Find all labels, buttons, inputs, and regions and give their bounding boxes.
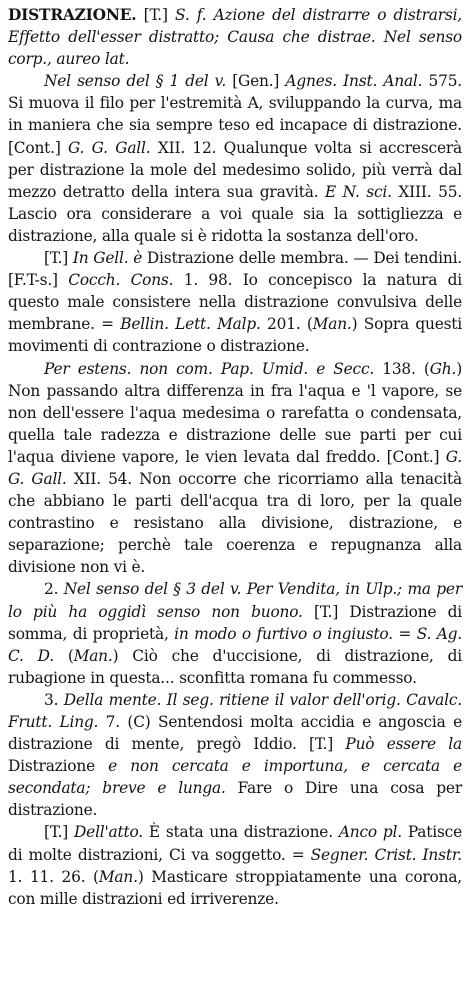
text-run: Gh.: [429, 359, 457, 378]
text-run: S. Ag. C. D.: [8, 624, 462, 665]
text-run: Fare o Dire una cosa per distrazione.: [8, 779, 462, 820]
text-run: Nel senso del § 1 del v.: [44, 72, 227, 91]
text-run: Man.: [98, 867, 138, 886]
entry-paragraph-estens: [8, 358, 462, 579]
text-run: E N. sci.: [325, 182, 392, 201]
text-run: G. G. Gall.: [8, 447, 462, 488]
text-run: 138. (: [374, 359, 430, 378]
text-run: (: [53, 646, 74, 665]
text-run: Agnes. Inst. Anal.: [285, 72, 423, 91]
text-run: [Gen.]: [226, 72, 286, 91]
text-run: In Gell. è: [72, 249, 143, 268]
text-run: Della mente. Il seg. ritiene il valor dell'orig. Cavalc. Frutt. Ling.: [8, 690, 462, 731]
text-run: Per estens. non com. Pap. Umid. e Secc.: [44, 359, 375, 378]
text-run: [T.]: [44, 249, 73, 268]
text-run: Dell'atto.: [74, 823, 143, 842]
text-run: 1. 11. 26. (: [8, 867, 99, 886]
text-run: ) Non passando altra differenza in fra l'aqua e 'l vapore, se non dell'essere l'aqua medesima o rarefatta o condensata, quella tale radezza e distrazione delle sue parti per cui l'aqua diviene vapore, le vien levata dal freddo. [Cont.]: [8, 359, 462, 466]
entry-paragraph-sense-2: [8, 578, 462, 688]
text-run: G. G. Gall.: [68, 138, 151, 157]
text-run: 3.: [44, 690, 64, 709]
text-run: Man.: [312, 315, 352, 334]
text-run: Cocch. Cons.: [68, 271, 174, 290]
text-run: e non cercata e importuna, e cercata e secondata; breve e lunga.: [8, 757, 462, 798]
entry-paragraph-sense-3: [8, 689, 462, 822]
text-run: XII. 12. Qualunque volta si accrescerà per distrazione la mole del medesimo solido, più verrà dal mezzo detratto della intera sua gravità.: [8, 138, 462, 201]
entry-paragraph-definition: [8, 4, 462, 70]
text-run: XII. 54. Non occorre che ricorriamo alla tenacità che abbiano le parti dell'acqua tra di loro, per la quale contrastino e resistano alla divisione, distrazione, e separazione; perchè tale coerenza e repugnanza alla divisione non vi è.: [8, 469, 462, 577]
entry-paragraph-sense-1: [8, 70, 462, 247]
text-run: Può essere la: [345, 735, 462, 754]
text-run: Patisce di molte distrazioni, Ci va soggetto. =: [8, 823, 463, 864]
text-run: [T.]: [44, 823, 75, 842]
entry-paragraph-atto: [8, 821, 462, 909]
text-run: È stata una distrazione.: [143, 823, 339, 842]
text-run: XIII. 55. Lascio ora considerare a voi quale sia la sottigliezza e distrazione, alla quale si è ridotta la sostanza dell'oro.: [8, 182, 462, 245]
text-run: ) Masticare stroppiatamente una corona, con mille distrazioni ed irriverenze.: [8, 867, 462, 908]
text-run: Segner. Crist. Instr.: [310, 845, 462, 864]
text-run: =: [392, 624, 417, 643]
text-run: [T.] Distrazione di somma, di proprietà,: [8, 602, 462, 643]
text-run: 201. (: [260, 315, 313, 334]
entry-paragraph-gell: [8, 247, 462, 357]
text-run: Man.: [73, 646, 113, 665]
text-run: ) Ciò che d'uccisione, di distrazione, di rubagione in questa... sconfitta romana fu commesso.: [8, 646, 462, 687]
text-run: S. f. Azione del distrarre o distrarsi, Effetto dell'esser distratto; Causa che distrae. Nel senso corp., aureo lat.: [8, 6, 462, 69]
text-run: 2.: [44, 580, 64, 599]
text-run: 7. (C) Sentendosi molta accidia e angoscia e distrazione di mente, pregò Iddio. [T.]: [8, 713, 462, 754]
headword: DISTRAZIONE.: [8, 6, 137, 24]
text-run: ) Sopra questi movimenti di contrazione o distrazione.: [8, 315, 463, 356]
text-run: Distrazione: [8, 757, 109, 776]
text-run: Anco pl.: [338, 823, 402, 842]
text-run: 575. Si muova il filo per l'estremità A, sviluppando la curva, ma in maniera che sia sempre teso ed incapace di distrazione. [Cont.]: [8, 72, 462, 157]
text-run: Nel senso del § 3 del v. Per Vendita, in Ulp.; ma per lo più ha oggidì senso non buono.: [8, 580, 462, 621]
text-run: 1. 98. Io concepisco la natura di questo male consistere nella distrazione convulsiva delle membrane. =: [8, 271, 462, 334]
text-run: [T.]: [136, 6, 176, 24]
text-run: Bellin. Lett. Malp.: [120, 315, 261, 334]
text-run: Distrazione delle membra. — Dei tendini. [F.T-s.]: [8, 249, 462, 290]
text-run: in modo o furtivo o ingiusto.: [174, 624, 393, 643]
